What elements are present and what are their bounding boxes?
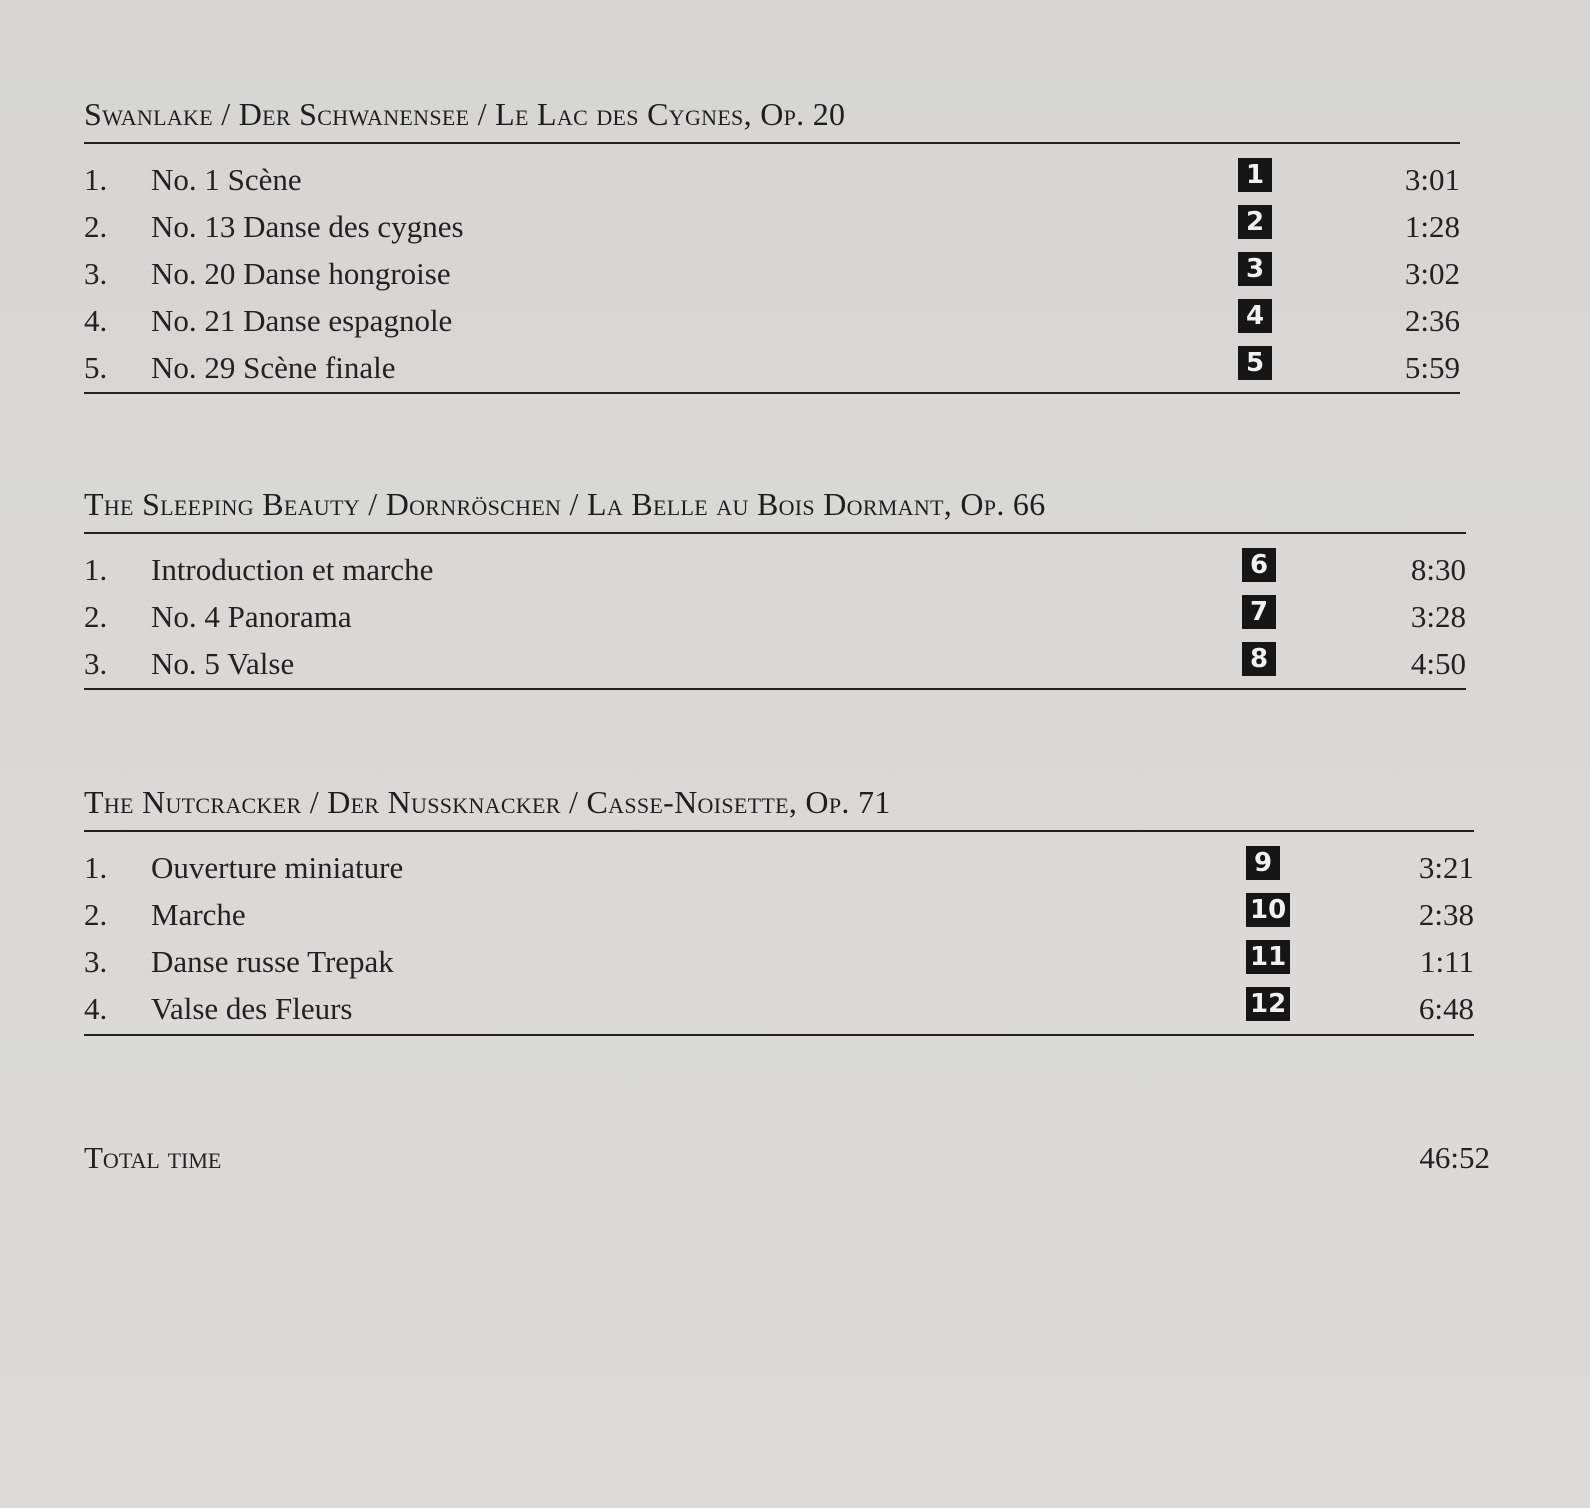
track-row: [84, 209, 1460, 253]
track-number: 2.: [84, 209, 108, 244]
track-duration: 3:21: [1418, 850, 1474, 885]
track-title: No. 5 Valse: [151, 646, 295, 681]
track-row: [84, 991, 1474, 1035]
track-duration: 3:01: [1404, 162, 1460, 197]
section-top-rule: [84, 532, 1466, 534]
cd-track-badge: 3: [1238, 252, 1272, 286]
track-row: [84, 944, 1474, 988]
track-number: 3.: [84, 646, 108, 681]
track-duration: 1:28: [1404, 209, 1460, 244]
section-top-rule: [84, 142, 1460, 144]
section-title: Swanlake / Der Schwanensee / Le Lac des Cygnes, Op. 20: [84, 96, 846, 132]
cd-track-badge: 5: [1238, 346, 1272, 380]
total-time-label: Total time: [84, 1140, 222, 1175]
track-duration: 5:59: [1404, 350, 1460, 385]
track-number: 2.: [84, 599, 108, 634]
track-duration: 4:50: [1410, 646, 1466, 681]
section-sleeping-beauty: [84, 486, 1466, 706]
track-title: No. 21 Danse espagnole: [151, 303, 453, 338]
track-number: 5.: [84, 350, 108, 385]
section-title: The Sleeping Beauty / Dornröschen / La Belle au Bois Dormant, Op. 66: [84, 486, 1046, 522]
track-duration: 2:36: [1404, 303, 1460, 338]
track-row: [84, 162, 1460, 206]
section-swanlake: [84, 96, 1460, 406]
cd-track-badge: 6: [1242, 548, 1276, 582]
track-row: [84, 350, 1460, 394]
track-row: [84, 897, 1474, 941]
track-row: [84, 646, 1466, 690]
track-duration: 3:28: [1410, 599, 1466, 634]
track-title: Ouverture miniature: [151, 850, 404, 885]
track-row: [84, 256, 1460, 300]
cd-track-badge: 10: [1246, 893, 1290, 927]
track-duration: 8:30: [1410, 552, 1466, 587]
total-time-row: [84, 1140, 1490, 1184]
track-number: 4.: [84, 991, 108, 1026]
track-title: Marche: [151, 897, 246, 932]
section-top-rule: [84, 830, 1474, 832]
track-row: [84, 599, 1466, 643]
track-title: No. 29 Scène finale: [151, 350, 396, 385]
track-title: Valse des Fleurs: [151, 991, 353, 1026]
track-title: Danse russe Trepak: [151, 944, 394, 979]
track-duration: 6:48: [1418, 991, 1474, 1026]
cd-track-badge: 2: [1238, 205, 1272, 239]
section-bottom-rule: [84, 1034, 1474, 1036]
track-row: [84, 552, 1466, 596]
track-duration: 2:38: [1418, 897, 1474, 932]
cd-track-badge: 1: [1238, 158, 1272, 192]
track-number: 2.: [84, 897, 108, 932]
cd-track-badge: 8: [1242, 642, 1276, 676]
track-title: No. 1 Scène: [151, 162, 302, 197]
cd-track-badge: 7: [1242, 595, 1276, 629]
section-bottom-rule: [84, 688, 1466, 690]
track-duration: 3:02: [1404, 256, 1460, 291]
track-number: 3.: [84, 944, 108, 979]
track-duration: 1:11: [1420, 944, 1474, 979]
cd-track-badge: 9: [1246, 846, 1280, 880]
section-bottom-rule: [84, 392, 1460, 394]
track-number: 4.: [84, 303, 108, 338]
cd-track-badge: 11: [1246, 940, 1290, 974]
track-row: [84, 303, 1460, 347]
track-number: 3.: [84, 256, 108, 291]
track-title: No. 4 Panorama: [151, 599, 352, 634]
cd-track-badge: 4: [1238, 299, 1272, 333]
track-number: 1.: [84, 850, 108, 885]
track-title: No. 20 Danse hongroise: [151, 256, 451, 291]
track-row: [84, 850, 1474, 894]
track-title: Introduction et marche: [151, 552, 434, 587]
track-number: 1.: [84, 552, 108, 587]
section-nutcracker: [84, 784, 1474, 1050]
track-number: 1.: [84, 162, 108, 197]
cd-track-badge: 12: [1246, 987, 1290, 1021]
section-title: The Nutcracker / Der Nussknacker / Casse-Noisette, Op. 71: [84, 784, 891, 820]
track-title: No. 13 Danse des cygnes: [151, 209, 464, 244]
total-time-value: 46:52: [1419, 1140, 1490, 1175]
